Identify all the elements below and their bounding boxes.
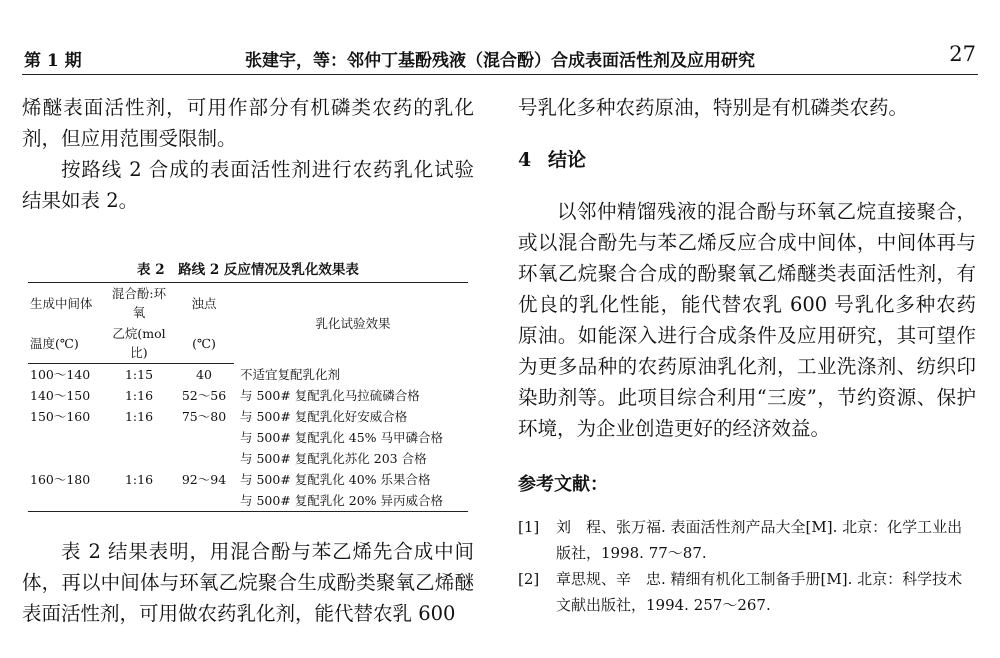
header-rule [22,74,978,75]
table-cell [104,427,174,448]
table-row [28,448,468,469]
table-cell: 150～160 [30,409,91,424]
conclusion-paragraph: 以邻仲精馏残液的混合酚与环氧乙烷直接聚合，或以混合酚先与苯乙烯反应合成中间体，中间体再与环氧乙烷聚合合成的酚聚氧乙烯醚类表面活性剂，有优良的乳化性能，能代替农乳 600 号乳化多种农药原油。如能深入进行合成条件及应用研究，其可望作为更多品种的农药原油乳化剂，工业洗涤剂、纺织印染助剂等。此项目综合利用“三废”，节约资源、保护环境，为企业创造更好的经济效益。 [518,200,976,440]
table-cell: 与 500# 复配乳化 20% 异丙威合格 [234,490,468,512]
table-cell [174,490,234,512]
references-heading: 参考文献： [518,474,608,495]
section-heading [518,145,976,172]
table-row [28,406,468,427]
col2-header-line1: 混合酚:环氧 [104,283,174,324]
table-cell [174,448,234,469]
references-list [518,514,976,618]
table-cell: 1:15 [124,367,154,382]
table-cell: 不适宜复配乳化剂 [240,366,341,382]
reference-number: [1] [518,518,540,536]
col2-header-line2: 乙烷(mol 比) [104,323,174,364]
table-row [28,385,468,406]
table-cell: 与 500# 复配乳化 45% 马甲磷合格 [240,430,444,445]
col3-header-line1: 浊点 [174,283,234,324]
table-cell [174,427,234,448]
left-paragraph-2: 按路线 2 合成的表面活性剂进行农药乳化试验结果如表 2。 [22,158,474,212]
table-cell: 与 500# 复配乳化 40% 乐果合格 [240,472,431,487]
reference-item [518,514,976,566]
section-number: 4 [518,149,532,171]
table-cell: 160～180 [30,472,91,487]
left-paragraph-3: 表 2 结果表明，用混合酚与苯乙烯先合成中间体，再以中间体与环氧乙烷聚合生成酚类聚氧乙烯醚表面活性剂，可用做农药乳化剂，能代替农乳 600 [22,540,474,625]
table-cell [28,448,104,469]
page-number: 27 [949,42,976,66]
col4-header: 乳化试验效果 [234,283,468,364]
table-cell: 100～140 [30,367,91,382]
table-cell: 52～56 [181,388,227,403]
col1-header-line1: 生成中间体 [28,283,104,324]
reference-text: 章思规、辛 忠. 精细有机化工制备手册[M]. 北京：科学技术文献出版社，1994. 257～267. [556,570,963,614]
table-cell: 与 500# 复配乳化苏化 203 合格 [240,451,427,466]
reference-number: [2] [518,570,540,588]
table-row [28,469,468,490]
issue-number: 第 1 期 [24,51,82,71]
running-title: 张建宇，等：邻仲丁基酚残液（混合酚）合成表面活性剂及应用研究 [245,51,755,71]
table-row [28,490,468,512]
table-cell [28,490,104,512]
table-cell: 1:16 [124,388,154,403]
table-cell: 与 500# 复配乳化好安威合格 [240,409,408,424]
table-cell: 75～80 [181,409,227,424]
section-title: 结论 [548,149,587,171]
table-cell: 与 500# 复配乳化马拉硫磷合格 [240,388,420,403]
table-row [28,364,468,386]
left-column [22,92,474,216]
table-caption: 表 2 路线 2 反应情况及乳化效果表 [137,262,359,278]
left-column-lower [22,536,474,629]
running-header [22,40,978,74]
left-paragraph-1: 烯醚表面活性剂，可用作部分有机磷类农药的乳化剂，但应用范围受限制。 [22,96,474,150]
table-cell [104,490,174,512]
table-cell: 40 [196,367,212,382]
table-cell: 1:16 [124,409,154,424]
table-cell [28,427,104,448]
table-cell: 140～150 [30,388,91,403]
right-column [518,92,976,618]
table-cell: 1:16 [124,472,154,487]
col3-header-line2: (℃) [174,323,234,364]
table-cell [104,448,174,469]
reference-text: 刘 程、张万福. 表面活性剂产品大全[M]. 北京：化学工业出版社，1998. 77～87. [556,518,963,562]
right-paragraph-1: 号乳化多种农药原油，特别是有机磷类农药。 [518,96,909,119]
table-row [28,427,468,448]
table-cell: 92～94 [181,472,227,487]
results-table [28,282,468,512]
reference-item [518,566,976,618]
col1-header-line2: 温度(℃) [28,323,104,364]
